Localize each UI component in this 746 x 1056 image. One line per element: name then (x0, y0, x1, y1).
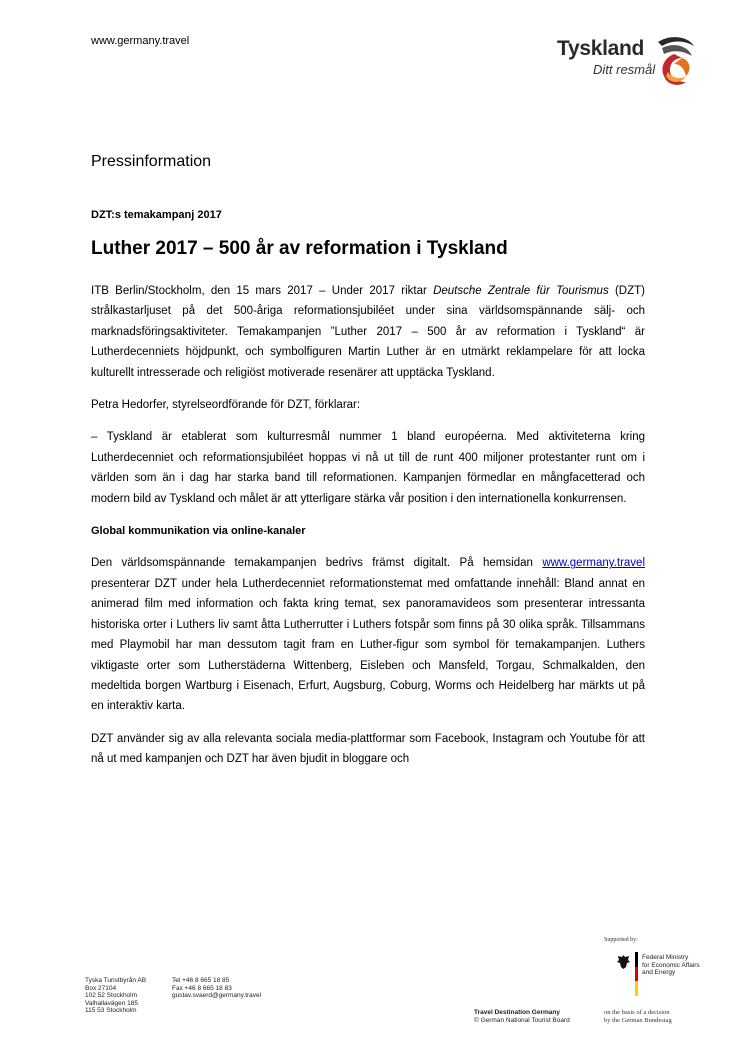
paragraph-2: Petra Hedorfer, styrelseordförande för DZT, förklarar: (91, 399, 361, 412)
footer-contact: Tel +46 8 665 18 85 Fax +46 8 665 18 83 gustav.svaerd@germany.travel (172, 977, 262, 1000)
bundestag-decision: on the basis of a decision by the German Bundestag (604, 1009, 672, 1024)
ministry-name: Federal Ministry for Economic Affairs and Energy (642, 954, 700, 977)
kicker: DZT:s temakampanj 2017 (91, 209, 222, 221)
ministry-logo (616, 950, 706, 1000)
paragraph-1: ITB Berlin/Stockholm, den 15 mars 2017 – Under 2017 riktar Deutsche Zentrale für Tourismus (DZT) strålkastarljuset på det 500-åriga reformationsjubiléet under sina världsomspännande sälj- och marknadsföringsaktiviteter. Temakampanjen ”Luther 2017 – 500 år av reformation i Tyskland“ är Lutherdecenniets höjdpunkt, och symbolfiguren Martin Luther är en utmärkt reklampelare för att locka kulturellt intresserade och religiöst motiverade resenärer att upptäcka Tyskland. (91, 285, 645, 379)
logo-subtitle: Ditt resmål (593, 62, 656, 77)
paragraph-4: Den världsomspännande temakampanjen bedrivs främst digitalt. På hemsidan www.germany.travel presenterar DZT under hela Lutherdecenniet reformationstemat med omfattande innehåll: Bland annat en animerad film med information och fakta kring temat, sex panoramavideos som presenterar intressanta historiska orter i Luthers liv samt åtta Lutherrutter i Luthers fotspår som finns på 30 olika språk. Tillsammans med Playmobil har man dessutom tagit fram en Luther-figur som symbol för temakampanjen. Luthers viktigaste orter som Lutherstäderna Wittenberg, Eisleben och Mansfeld, Torgau, Schmalkalden, den medeltida borgen Wartburg i Eisenach, Erfurt, Augsburg, Coburg, Worms och Heidelberg har märkts ut på en interaktiv karta. (91, 557, 645, 713)
footer-tourist-board: Travel Destination Germany © German National Tourist Board (474, 1009, 570, 1024)
logo-title: Tyskland (557, 37, 645, 60)
germany-travel-link[interactable]: www.germany.travel (542, 557, 645, 570)
paragraph-5: DZT använder sig av alla relevanta sociala media-plattformar som Facebook, Instagram och Youtube för att nå ut med kampanjen och DZT har även bjudit in bloggare och (91, 732, 645, 766)
dzt-name: Deutsche Zentrale für Tourismus (433, 285, 609, 297)
press-label: Pressinformation (91, 153, 212, 170)
section-subhead: Global kommunikation via online-kanaler (91, 525, 306, 538)
eagle-icon (616, 954, 631, 970)
footer-address: Tyska Turistbyrån AB Box 27104 102 52 Stockholm Valhallavägen 185 115 53 Stockholm (85, 977, 147, 1015)
contact-email[interactable]: gustav.svaerd@germany.travel (172, 992, 262, 1000)
german-flag-bar (635, 952, 638, 996)
logo-swirl-icon (644, 32, 698, 88)
site-url[interactable]: www.germany.travel (91, 35, 190, 47)
supported-by-label: Supported by: (604, 937, 638, 943)
article-body (91, 281, 645, 782)
paragraph-3: – Tyskland är etablerat som kulturresmål nummer 1 bland européerna. Med aktiviteterna kring Lutherdecenniet och reformationsjubiléet hoppas vi nå ut till de runt 400 miljoner protestanter runt om i världen som än i dag har starka band till reformationen. Kampanjen förmedlar en mångfacetterad och modern bild av Tyskland och målet är att ytterligare stärka vår position i den internationella konkurrensen. (91, 431, 645, 505)
tyskland-logo (552, 32, 692, 92)
headline: Luther 2017 – 500 år av reformation i Tyskland (91, 238, 508, 259)
